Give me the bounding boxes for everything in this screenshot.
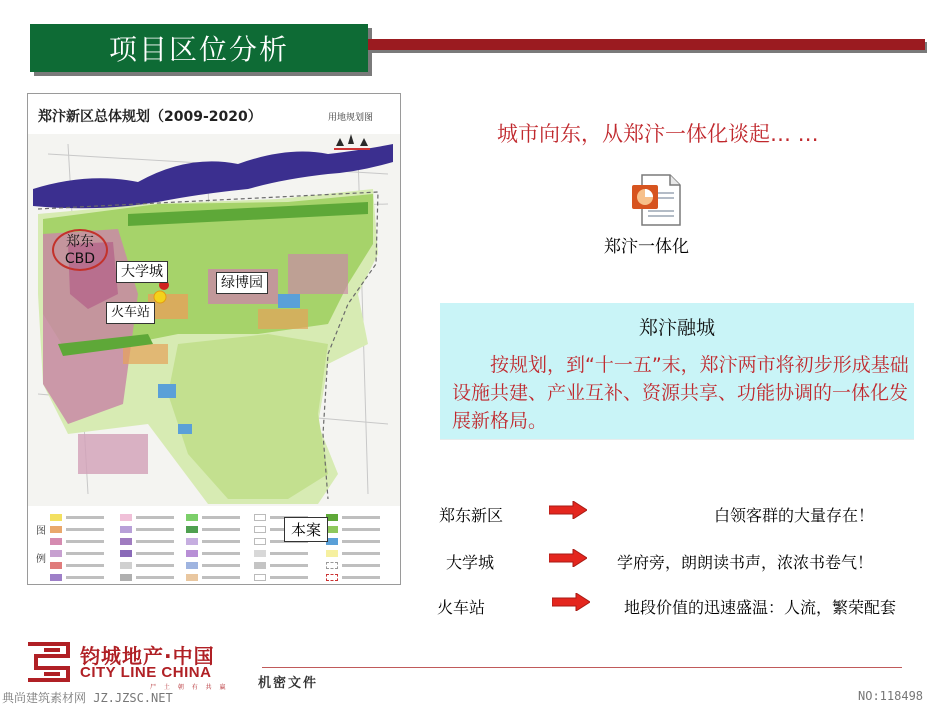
map-subtitle: 用地规划图 [328, 113, 374, 123]
row-label: 郑东新区 [439, 506, 504, 525]
row-description: 地段价值的迅速盛温：人流，繁荣配套 [624, 598, 897, 617]
info-box [440, 303, 914, 440]
legend-side-top: 图 [36, 526, 46, 537]
cbd-label-line1: 郑东 [66, 234, 94, 250]
map-title: 郑汴新区总体规划（2009-2020） [38, 109, 262, 125]
page-title: 项目区位分析 [108, 33, 289, 66]
right-arrow-icon [552, 593, 590, 611]
right-arrow-icon [549, 501, 587, 519]
cbd-label [52, 229, 108, 271]
station-label: 火车站 [106, 302, 155, 324]
project-label: 本案 [284, 517, 328, 542]
logo-english-name: CITY LINE CHINA [80, 664, 212, 681]
logo-chinese-name: 钧城地产·中国 [80, 644, 215, 668]
legend-column [120, 512, 174, 584]
powerpoint-document-icon[interactable] [628, 171, 686, 229]
headline: 城市向东，从郑汴一体化谈起… … [497, 122, 819, 146]
title-rule [368, 39, 925, 50]
confidential-label: 机密文件 [258, 676, 319, 691]
watermark-number: NO:118498 [858, 689, 924, 703]
cbd-label-line2: CBD [64, 251, 96, 267]
document-label[interactable]: 郑汴一体化 [604, 237, 689, 257]
legend-column [50, 512, 104, 584]
legend-column [186, 512, 240, 584]
legend-side-bottom: 例 [36, 554, 46, 565]
title-banner [30, 24, 368, 72]
map-legend [28, 506, 400, 584]
legend-column [326, 512, 380, 584]
expo-park-label: 绿博园 [216, 272, 268, 294]
planning-map [27, 93, 401, 585]
map-header [28, 94, 400, 134]
footer-rule [262, 667, 902, 668]
row-label: 火车站 [437, 598, 486, 617]
watermark-site: 典尚建筑素材网 JZ.JZSC.NET [2, 691, 173, 705]
row-label: 大学城 [446, 553, 495, 572]
company-logo-icon [24, 638, 72, 686]
right-arrow-icon [549, 549, 587, 567]
sun-icon [154, 291, 166, 303]
row-description: 学府旁，朗朗读书声，浓浓书卷气！ [617, 553, 874, 572]
info-body: 按规划，到“十一五”末，郑汴两市将初步形成基础设施共建、产业互补、资源共享、功能协调的一体化发展新格局。 [452, 354, 909, 432]
info-title: 郑汴融城 [638, 317, 715, 339]
logo-tagline: 尸 土 朝 有 共 赢 [150, 684, 229, 691]
university-label: 大学城 [116, 261, 168, 283]
row-description: 白领客群的大量存在！ [714, 506, 875, 525]
